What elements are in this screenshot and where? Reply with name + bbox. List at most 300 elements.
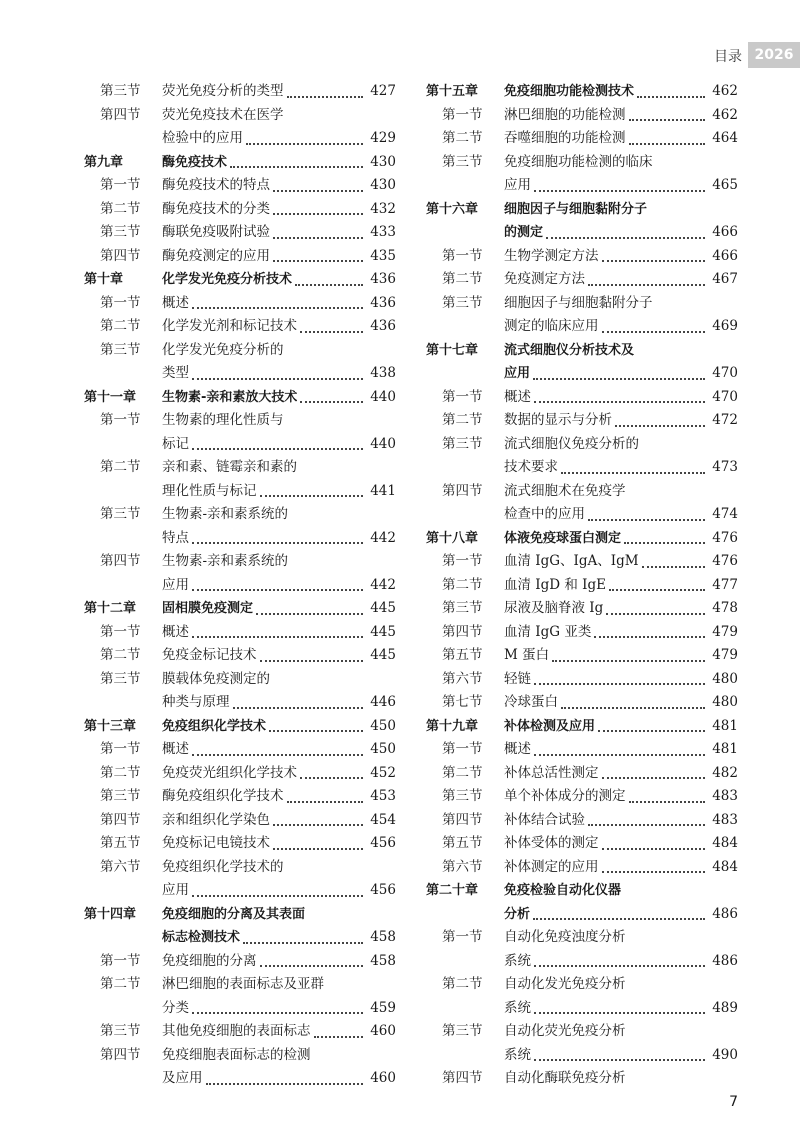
toc-entry-label: 第二节 <box>100 764 141 781</box>
toc-entry-label: 第一节 <box>442 247 483 264</box>
toc-entry-page: 436 <box>370 294 396 311</box>
toc-entry-cont <box>84 433 396 457</box>
toc-right-column <box>426 80 738 1091</box>
toc-entry-page: 445 <box>370 600 396 616</box>
toc-leader-dots <box>192 447 363 450</box>
toc-leader-dots <box>206 1082 364 1085</box>
toc-leader-dots <box>602 870 706 873</box>
toc-entry-chapter <box>426 527 738 551</box>
toc-entry-title: 免疫金标记技术 <box>162 647 257 663</box>
toc-entry-label: 第二节 <box>442 271 483 287</box>
toc-entry-title: 流式细胞仪免疫分析的 <box>504 435 639 452</box>
toc-entry-label: 第三节 <box>442 600 483 616</box>
toc-leader-dots <box>598 729 705 732</box>
toc-leader-dots <box>533 377 705 380</box>
toc-entry-title: 及应用 <box>162 1070 203 1086</box>
toc-leader-dots <box>192 541 363 544</box>
toc-entry-section <box>426 597 738 621</box>
toc-entry-section <box>426 621 738 645</box>
toc-entry-label: 第六节 <box>442 858 483 875</box>
toc-entry-title: 技术要求 <box>504 459 558 475</box>
toc-entry-label: 第三节 <box>100 506 141 522</box>
toc-leader-dots <box>273 259 363 262</box>
toc-entry-label: 第三节 <box>100 1023 141 1039</box>
toc-entry-page: 470 <box>712 388 738 405</box>
toc-entry-section <box>84 950 396 974</box>
toc-entry-section <box>426 245 738 269</box>
toc-entry-title: 分类 <box>162 999 189 1016</box>
toc-entry-title: 免疫测定方法 <box>504 271 585 287</box>
toc-entry-title: 免疫细胞功能检测技术 <box>504 84 635 99</box>
toc-entry-title: 膜载体免疫测定的 <box>162 670 270 687</box>
toc-entry-page: 484 <box>712 835 738 851</box>
toc-entry-label: 第十三章 <box>84 718 137 734</box>
toc-entry-title: 体液免疫球蛋白测定 <box>504 530 622 546</box>
toc-entry-page: 481 <box>712 717 738 734</box>
toc-entry-label: 第二节 <box>442 764 483 781</box>
toc-entry-title: 化学发光剂和标记技术 <box>162 318 297 334</box>
toc-entry-title: 免疫荧光组织化学技术 <box>162 764 297 781</box>
toc-leader-dots <box>624 541 705 544</box>
toc-entry-title: 种类与原理 <box>162 694 230 710</box>
toc-entry-title: 流式细胞术在免疫学 <box>504 482 626 499</box>
toc-leader-dots <box>192 635 363 638</box>
toc-entry-label: 第二节 <box>100 200 141 217</box>
toc-entry-page: 479 <box>712 623 738 640</box>
toc-entry-cont <box>426 1044 738 1068</box>
toc-entry-page: 456 <box>370 835 396 851</box>
toc-entry-cont <box>84 480 396 504</box>
toc-entry-section <box>84 409 396 433</box>
toc-leader-dots <box>246 142 363 145</box>
toc-leader-dots <box>192 588 363 591</box>
toc-entry-title: 系统 <box>504 999 531 1016</box>
toc-entry-label: 第一节 <box>442 388 483 405</box>
toc-entry-label: 第一节 <box>100 952 141 969</box>
toc-entry-title: 补体测定的应用 <box>504 858 599 875</box>
toc-entry-page: 480 <box>712 694 738 710</box>
toc-entry-section <box>84 809 396 833</box>
toc-entry-title: 自动化荧光免疫分析 <box>504 1023 626 1039</box>
toc-entry-section <box>84 456 396 480</box>
toc-entry-cont <box>426 950 738 974</box>
toc-entry-label: 第一节 <box>442 553 483 569</box>
toc-entry-title: 酶免疫测定的应用 <box>162 247 270 264</box>
toc-entry-page: 460 <box>370 1023 396 1039</box>
toc-entry-section <box>84 668 396 692</box>
toc-entry-section <box>426 1067 738 1091</box>
toc-entry-page: 462 <box>712 106 738 123</box>
toc-entry-label: 第二节 <box>100 976 141 992</box>
toc-entry-title: 酶免疫技术 <box>162 154 228 170</box>
toc-entry-section <box>426 104 738 128</box>
toc-entry-section <box>426 268 738 292</box>
toc-leader-dots <box>642 565 705 568</box>
toc-entry-label: 第四节 <box>100 811 141 828</box>
toc-entry-page: 446 <box>370 694 396 710</box>
toc-entry-page: 450 <box>370 717 396 734</box>
toc-entry-label: 第一节 <box>442 106 483 123</box>
toc-entry-title: 化学发光免疫分析技术 <box>162 272 293 287</box>
header-label: 目录 <box>714 49 742 65</box>
toc-entry-title: 流式细胞仪分析技术及 <box>504 342 635 358</box>
toc-entry-title: 免疫细胞的分离及其表面 <box>162 906 306 922</box>
toc-entry-section <box>426 762 738 786</box>
toc-entry-title: 冷球蛋白 <box>504 694 558 710</box>
toc-entry-section <box>426 386 738 410</box>
toc-entry-label: 第三节 <box>442 153 483 170</box>
toc-entry-page: 435 <box>370 247 396 264</box>
toc-entry-title: 应用 <box>504 366 531 381</box>
toc-entry-cont <box>426 221 738 245</box>
toc-leader-dots <box>230 165 363 168</box>
toc-entry-title: 酶免疫技术的特点 <box>162 177 270 193</box>
toc-entry-title: 概述 <box>504 388 531 405</box>
toc-leader-dots <box>602 330 706 333</box>
toc-entry-page: 476 <box>712 553 738 569</box>
toc-entry-page: 445 <box>370 623 396 640</box>
toc-entry-cont <box>84 362 396 386</box>
toc-entry-title: 免疫细胞的分离 <box>162 952 257 969</box>
toc-leader-dots <box>602 776 706 779</box>
toc-entry-title: 标记 <box>162 435 189 452</box>
toc-leader-dots <box>606 612 705 615</box>
toc-entry-title: 应用 <box>162 882 189 898</box>
toc-entry-cont <box>84 527 396 551</box>
toc-entry-label: 第一节 <box>100 177 141 193</box>
toc-entry-section <box>426 480 738 504</box>
toc-entry-label: 第六节 <box>442 670 483 687</box>
toc-leader-dots <box>561 706 705 709</box>
toc-entry-page: 460 <box>370 1070 396 1086</box>
toc-leader-dots <box>243 941 363 944</box>
toc-entry-title: 生物素的理化性质与 <box>162 412 284 428</box>
toc-entry-title: 免疫检验自动化仪器 <box>504 883 622 898</box>
toc-entry-cont <box>84 691 396 715</box>
toc-entry-title: 的测定 <box>504 225 544 240</box>
toc-entry-section <box>426 574 738 598</box>
toc-entry-section <box>426 433 738 457</box>
toc-leader-dots <box>588 283 705 286</box>
header-year-tab: 2026 <box>748 42 800 68</box>
toc-entry-label: 第三节 <box>100 788 141 804</box>
toc-entry-title: 细胞因子与细胞黏附分子 <box>504 201 648 217</box>
toc-leader-dots <box>629 800 706 803</box>
toc-entry-title: 荧光免疫技术在医学 <box>162 106 284 123</box>
toc-leader-dots <box>534 682 705 685</box>
toc-entry-label: 第二节 <box>100 647 141 663</box>
toc-entry-title: 荧光免疫分析的类型 <box>162 83 284 99</box>
toc-entry-page: 430 <box>370 177 396 193</box>
toc-entry-label: 第五节 <box>100 835 141 851</box>
toc-entry-section <box>84 174 396 198</box>
toc-entry-section <box>84 856 396 880</box>
toc-entry-label: 第三节 <box>100 83 141 99</box>
toc-entry-page: 486 <box>712 952 738 969</box>
toc-leader-dots <box>300 400 363 403</box>
toc-entry-section <box>84 1044 396 1068</box>
toc-entry-title: 血清 IgG、IgA、IgM <box>504 553 639 569</box>
toc-entry-title: 补体检测及应用 <box>504 718 596 734</box>
toc-entry-title: 尿液及脑脊液 Ig <box>504 600 604 616</box>
toc-entry-section <box>84 292 396 316</box>
toc-entry-title: 化学发光免疫分析的 <box>162 341 284 358</box>
toc-leader-dots <box>192 1011 363 1014</box>
toc-entry-page: 436 <box>370 271 396 287</box>
toc-entry-page: 466 <box>712 247 738 264</box>
toc-entry-label: 第二节 <box>100 459 141 475</box>
toc-entry-label: 第五节 <box>442 835 483 851</box>
toc-leader-dots <box>561 471 705 474</box>
toc-entry-label: 第十章 <box>84 272 124 287</box>
toc-entry-chapter <box>426 80 738 104</box>
toc-entry-cont <box>426 362 738 386</box>
toc-entry-page: 490 <box>712 1046 738 1063</box>
toc-entry-section <box>426 151 738 175</box>
toc-entry-page: 489 <box>712 999 738 1016</box>
toc-entry-title: 淋巴细胞的功能检测 <box>504 106 626 123</box>
toc-entry-page: 477 <box>712 576 738 593</box>
toc-entry-section <box>426 292 738 316</box>
toc-entry-page: 470 <box>712 365 738 381</box>
running-header <box>0 0 800 76</box>
toc-entry-title: 吞噬细胞的功能检测 <box>504 130 626 146</box>
toc-entry-cont <box>426 997 738 1021</box>
toc-entry-title: 血清 IgG 亚类 <box>504 623 592 640</box>
toc-entry-label: 第十七章 <box>426 342 479 358</box>
toc-entry-title: 生物学测定方法 <box>504 247 599 264</box>
toc-entry-label: 第十一章 <box>84 389 137 405</box>
toc-leader-dots <box>269 729 363 732</box>
toc-entry-title: 概述 <box>162 623 189 640</box>
toc-entry-section <box>84 104 396 128</box>
toc-entry-label: 第一节 <box>100 294 141 311</box>
toc-entry-page: 454 <box>370 811 396 828</box>
toc-entry-title: 生物素-亲和素系统的 <box>162 553 289 569</box>
toc-entry-section <box>426 856 738 880</box>
toc-leader-dots <box>314 1035 364 1038</box>
toc-entry-page: 479 <box>712 647 738 663</box>
toc-leader-dots <box>588 823 705 826</box>
toc-entry-title: 酶免疫技术的分类 <box>162 200 270 217</box>
toc-entry-label: 第四节 <box>100 106 141 123</box>
toc-leader-dots <box>256 612 363 615</box>
toc-leader-dots <box>552 659 705 662</box>
toc-leader-dots <box>534 964 705 967</box>
toc-entry-page: 472 <box>712 412 738 428</box>
toc-entry-title: 系统 <box>504 952 531 969</box>
toc-entry-label: 第四节 <box>100 247 141 264</box>
toc-leader-dots <box>609 588 705 591</box>
toc-entry-title: 概述 <box>504 741 531 757</box>
toc-leader-dots <box>260 659 364 662</box>
toc-leader-dots <box>615 424 705 427</box>
toc-entry-chapter <box>426 198 738 222</box>
toc-entry-title: 自动化发光免疫分析 <box>504 976 626 992</box>
toc-entry-title: 轻链 <box>504 670 531 687</box>
toc-leader-dots <box>546 236 705 239</box>
toc-entry-section <box>84 503 396 527</box>
toc-entry-cont <box>426 315 738 339</box>
toc-leader-dots <box>273 189 363 192</box>
toc-entry-page: 464 <box>712 130 738 146</box>
toc-leader-dots <box>295 283 363 286</box>
toc-entry-title: 应用 <box>504 177 531 193</box>
toc-entry-title: 酶联免疫吸附试验 <box>162 224 270 240</box>
toc-entry-section <box>426 691 738 715</box>
toc-entry-title: 生物素-亲和素系统的 <box>162 506 289 522</box>
toc-entry-title: 自动化免疫浊度分析 <box>504 929 626 945</box>
toc-entry-label: 第七节 <box>442 694 483 710</box>
toc-entry-section <box>84 80 396 104</box>
toc-entry-title: 类型 <box>162 365 189 381</box>
toc-entry-page: 430 <box>370 153 396 170</box>
toc-entry-page: 478 <box>712 600 738 616</box>
toc-entry-section <box>84 785 396 809</box>
toc-entry-page: 467 <box>712 271 738 287</box>
page-number: 7 <box>729 1094 738 1110</box>
toc-entry-label: 第十九章 <box>426 718 479 734</box>
toc-entry-label: 第二十章 <box>426 883 479 898</box>
toc-entry-section <box>84 315 396 339</box>
toc-leader-dots <box>260 494 364 497</box>
toc-entry-page: 476 <box>712 529 738 546</box>
toc-leader-dots <box>602 259 706 262</box>
toc-entry-title: 应用 <box>162 576 189 593</box>
toc-entry-page: 469 <box>712 318 738 334</box>
toc-entry-section <box>84 221 396 245</box>
toc-entry-page: 473 <box>712 459 738 475</box>
toc-entry-page: 486 <box>712 905 738 922</box>
toc-entry-label: 第六节 <box>100 858 141 875</box>
toc-entry-label: 第一节 <box>100 741 141 757</box>
toc-leader-dots <box>629 142 706 145</box>
toc-entry-chapter <box>426 715 738 739</box>
toc-leader-dots <box>300 330 363 333</box>
toc-entry-section <box>426 127 738 151</box>
toc-entry-label: 第二节 <box>100 318 141 334</box>
toc-entry-section <box>84 762 396 786</box>
toc-entry-section <box>84 832 396 856</box>
toc-entry-cont <box>426 456 738 480</box>
toc-entry-page: 462 <box>712 83 738 99</box>
toc-entry-label: 第四节 <box>442 811 483 828</box>
toc-entry-title: M 蛋白 <box>504 647 550 663</box>
toc-entry-title: 补体结合试验 <box>504 811 585 828</box>
toc-entry-title: 标志检测技术 <box>162 930 241 945</box>
toc-entry-chapter <box>84 386 396 410</box>
toc-leader-dots <box>629 118 706 121</box>
toc-entry-page: 483 <box>712 788 738 804</box>
toc-entry-title: 亲和组织化学染色 <box>162 811 270 828</box>
toc-entry-title: 分析 <box>504 906 531 922</box>
toc-entry-title: 固相膜免疫测定 <box>162 601 254 616</box>
toc-entry-title: 血清 IgD 和 IgE <box>504 576 607 593</box>
toc-entry-chapter <box>84 597 396 621</box>
toc-leader-dots <box>602 847 706 850</box>
toc-leader-dots <box>287 800 364 803</box>
toc-entry-title: 特点 <box>162 529 189 546</box>
toc-entry-cont <box>84 926 396 950</box>
toc-entry-section <box>426 809 738 833</box>
toc-entry-section <box>426 1020 738 1044</box>
toc-entry-page: 453 <box>370 788 396 804</box>
toc-entry-page: 432 <box>370 200 396 217</box>
toc-entry-section <box>426 926 738 950</box>
toc-entry-label: 第九章 <box>84 154 124 170</box>
toc-entry-section <box>84 550 396 574</box>
toc-leader-dots <box>594 635 705 638</box>
toc-entry-label: 第三节 <box>442 1023 483 1039</box>
toc-leader-dots <box>192 894 363 897</box>
toc-entry-page: 474 <box>712 506 738 522</box>
toc-entry-section <box>426 973 738 997</box>
toc-entry-label: 第四节 <box>442 623 483 640</box>
toc-entry-page: 445 <box>370 647 396 663</box>
toc-entry-page: 442 <box>370 576 396 593</box>
toc-entry-title: 免疫标记电镜技术 <box>162 835 270 851</box>
toc-entry-section <box>84 973 396 997</box>
toc-entry-page: 429 <box>370 130 396 146</box>
toc-entry-page: 442 <box>370 529 396 546</box>
toc-entry-page: 483 <box>712 811 738 828</box>
toc-leader-dots <box>534 189 705 192</box>
toc-leader-dots <box>637 95 705 98</box>
toc-leader-dots <box>273 823 363 826</box>
toc-entry-page: 480 <box>712 670 738 687</box>
toc-entry-section <box>84 245 396 269</box>
toc-entry-page: 465 <box>712 177 738 193</box>
toc-entry-chapter <box>84 715 396 739</box>
toc-entry-section <box>84 339 396 363</box>
toc-entry-label: 第三节 <box>442 788 483 804</box>
toc-entry-cont <box>426 503 738 527</box>
toc-entry-page: 441 <box>370 482 396 499</box>
toc-entry-page: 440 <box>370 388 396 405</box>
toc-left-column <box>84 80 396 1091</box>
toc-entry-cont <box>84 1067 396 1091</box>
toc-entry-page: 484 <box>712 858 738 875</box>
toc-leader-dots <box>233 706 364 709</box>
toc-entry-page: 459 <box>370 999 396 1016</box>
toc-entry-label: 第三节 <box>442 435 483 452</box>
toc-entry-title: 自动化酶联免疫分析 <box>504 1070 626 1086</box>
toc-entry-section <box>426 832 738 856</box>
toc-entry-title: 免疫组织化学技术 <box>162 718 267 734</box>
toc-entry-title: 数据的显示与分析 <box>504 412 612 428</box>
toc-entry-title: 概述 <box>162 294 189 311</box>
toc-entry-title: 免疫细胞功能检测的临床 <box>504 153 653 170</box>
toc-entry-page: 458 <box>370 952 396 969</box>
toc-entry-page: 456 <box>370 882 396 898</box>
toc-entry-label: 第三节 <box>100 224 141 240</box>
toc-entry-page: 482 <box>712 764 738 781</box>
toc-entry-label: 第四节 <box>442 482 483 499</box>
toc-entry-label: 第三节 <box>442 294 483 311</box>
toc-entry-chapter <box>84 151 396 175</box>
toc-leader-dots <box>287 95 364 98</box>
toc-entry-title: 概述 <box>162 741 189 757</box>
toc-leader-dots <box>273 212 363 215</box>
toc-leader-dots <box>273 236 363 239</box>
toc-entry-label: 第一节 <box>100 412 141 428</box>
toc-entry-section <box>426 785 738 809</box>
toc-entry-section <box>84 1020 396 1044</box>
toc-entry-label: 第二节 <box>442 576 483 593</box>
toc-entry-page: 433 <box>370 224 396 240</box>
toc-entry-title: 酶免疫组织化学技术 <box>162 788 284 804</box>
toc-entry-cont <box>426 174 738 198</box>
